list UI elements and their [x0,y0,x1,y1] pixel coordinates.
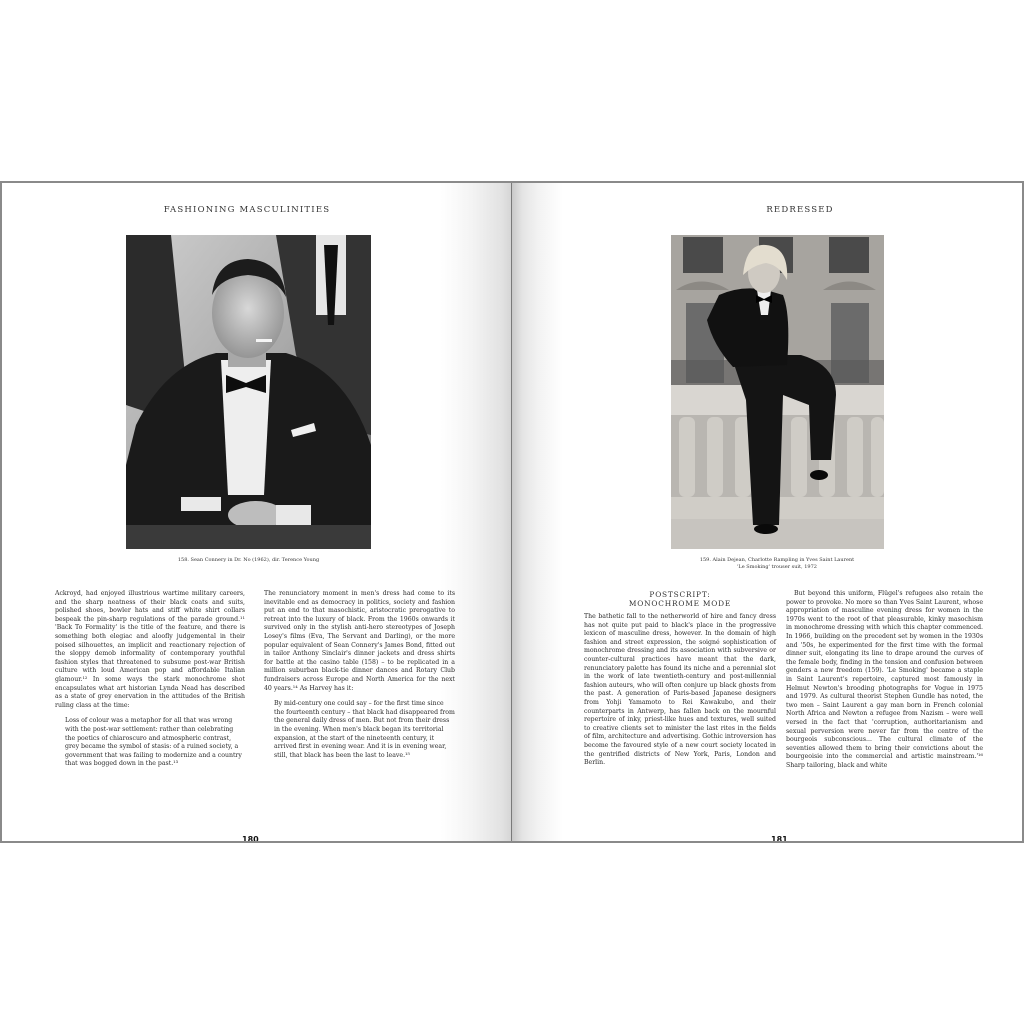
figure-158-caption: 158. Sean Connery in Dr. No (1962), dir. Terence Young [177,557,320,563]
right-page-column-1 [584,590,776,768]
running-head-right: REDRESSED [766,205,834,215]
right-page-column-2 [786,590,983,770]
left-page-column-2 [264,590,455,766]
block-quote: By mid-century one could say – for the first time since the fourteenth century – that black had disappeared from the general daily dress of men. But not from their dress in the evening. When men's black began its territorial expansion, at the start of the nineteenth century, it arrived first in evening wear. And it is in evening wear, still, that black has been the last to leave.¹⁵ [274,700,455,759]
section-heading-line-1: POSTSCRIPT: [649,590,711,599]
figure-159-photo [671,235,884,549]
section-heading [584,590,776,608]
right-page [512,183,1024,841]
page-number-180: 180 [242,835,259,841]
body-paragraph: But beyond this uniform, Flügel's refugees also retain the power to provoke. No more so than Yves Saint Laurent, whose appropriation of masculine evening dress for women in the 1970s went to the root of that pleasurable, kinky masochism in monochrome dressing with which this chapter commenced. In 1966, building on the precedent set by women in the 1930s and '50s, he experimented for the first time with the formal dinner suit, elongating its line to drape around the curves of the female body, finding in the tension and confusion between genders a new freedom (159). 'Le Smoking' became a staple in Saint Laurent's repertoire, captured most famously in Helmut Newton's brooding photographs for Vogue in 1975 and 1979. As cultural theorist Stephen Gundle has noted, the two men – Saint Laurent a gay man born in French colonial North Africa and Newton a refugee from Nazism – were well versed in the fact that 'corruption, authoritarianism and sexual perversion were never far from the centre of the bourgeois subconscious... The cultural climate of the seventies allowed them to bring their convictions about the bourgeoisie into the commercial and artistic mainstream.'¹⁶ Sharp tailoring, black and white [786,590,983,769]
figure-159-caption-line-2: 'Le Smoking' trouser suit, 1972 [737,564,817,570]
figure-159-caption-line-1: 159. Alain Dejean, Charlotte Rampling in Yves Saint Laurent [699,557,855,563]
body-paragraph: The bathetic fall to the netherworld of hire and fancy dress has not quite put paid to black's place in the progressive lexicon of masculine dress, however. In the domain of high fashion and street expression, the soigné sophistication of monochrome dressing and its association with subversive or counter-cultural practices have meant that the dark, renunciatory palette has found its niche and a perennial slot in the work of late twentieth-century and post-millennial fashion auteurs, who will often conjure up black ghosts from the past. A generation of Paris-based Japanese designers from Yohji Yamamoto to Rei Kawakubo, and their counterparts in Antwerp, has fallen back on the mournful repertoire of inky, priest-like hues and textures, well suited to creative clients set to minister the last rites in the fields of film, architecture and advertising. Gothic introversion has become the favoured style of a new court society located in the gentrified districts of New York, Paris, London and Berlin. [584,613,776,767]
rampling-photo-illustration [671,235,884,549]
left-page-column-1 [55,590,245,775]
running-head-left: FASHIONING MASCULINITIES [163,205,331,215]
book-spread [0,181,1024,843]
body-paragraph: Ackroyd, had enjoyed illustrious wartime military careers, and the sharp neatness of their black coats and suits, polished shoes, bowler hats and stiff white shirt collars bespeak the pin-sharp regulations of the parade ground.¹¹ 'Back To Formality' is the title of the feature, and there is something both elegiac and aloofly judgemental in their poised silhouettes, an implicit and reactionary rejection of the sloppy demob informality of contemporary youthful fashion styles that threatened to subsume post-war British culture with loud American pop and affordable Italian glamour.¹² In some ways the stark monochrome shot encapsulates what art historian Lynda Nead has described as a state of grey enervation in the attitudes of the British ruling class at the time: [55,590,245,709]
connery-photo-illustration [126,235,371,549]
figure-159-caption [652,557,902,571]
figure-158-photo [126,235,371,549]
body-paragraph: The renunciatory moment in men's dress had come to its inevitable end as democracy in politics, society and fashion put an end to that masochistic, aristocratic prerogative to retreat into the luxury of black. From the 1960s onwards it survived only in the stylish anti-hero stereotypes of Joseph Losey's films (Eva, The Servant and Darling), or the more popular equivalent of Sean Connery's James Bond, fitted out in tailor Anthony Sinclair's dinner jackets and dress shirts for battle at the casino table (158) – to be replicated in a million suburban black-tie dinner dances and Rotary Club fundraisers across Europe and North America for the next 40 years.¹⁴ As Harvey has it: [264,590,455,692]
page-number-181: 181 [771,835,788,841]
section-heading-line-2: MONOCHROME MODE [628,599,732,608]
block-quote: Loss of colour was a metaphor for all that was wrong with the post-war settlement: rather than celebrating the poetics of chiaroscuro and atmospheric contrast, grey became the symbol of stasis: of a ruined society, a government that was failing to modernize and a country that was bogged down in the past.¹³ [65,717,242,768]
left-page [0,183,512,841]
